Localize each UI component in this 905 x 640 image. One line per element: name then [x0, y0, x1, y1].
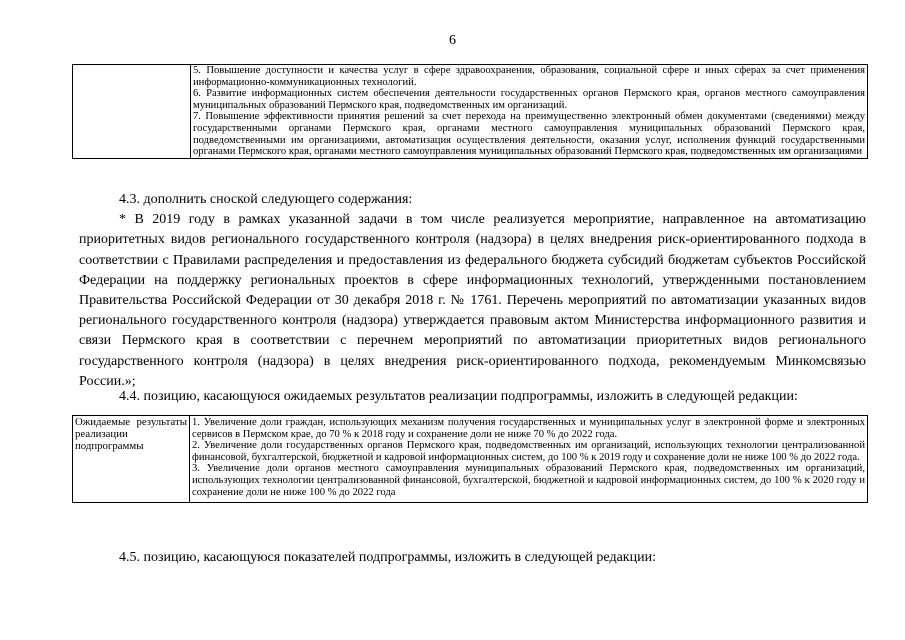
table-cell-content	[191, 65, 868, 159]
section-heading: 4.3. дополнить сноской следующего содержания:	[119, 192, 413, 207]
table-cell-label: Ожидаемые результаты реализации подпрограммы	[73, 416, 190, 503]
table-row	[73, 65, 868, 159]
list-item: 7. Повышение эффективности принятия решений за счет перехода на преимущественно электронный обмен документами (сведениями) между государственными органами Пермского края, органами местного самоуправления муниципальных образований Пермского края, подведомственными им организациями, автоматизация осуществления деятельности, оказания услуг, исполнения функций государственными органами Пермского края, органами местного самоуправления муниципальных образований Пермского края, подведомственных им организациями	[193, 111, 865, 158]
table-cell-label	[73, 65, 191, 159]
page-number: 6	[449, 33, 456, 48]
table-row	[73, 416, 868, 503]
section-4-3	[79, 190, 866, 392]
section-4-4	[79, 387, 866, 407]
list-item: 3. Увеличение доли органов местного самоуправления муниципальных образований Пермского края, подведомственных им организаций, использующих технологии централизованной финансовой, бухгалтерской, бюджетной и кадровой информационных систем, до 100 % к 2020 году и сохранение доли не ниже 100 % до 2022 года	[192, 463, 865, 498]
list-item: 5. Повышение доступности и качества услуг в сфере здравоохранения, образования, социальной сфере и иных сферах за счет применения информационно-коммуникационных технологий.	[193, 65, 865, 88]
expected-results-table	[72, 415, 868, 503]
list-item: 6. Развитие информационных систем обеспечения деятельности государственных органов Пермского края, органов местного самоуправления муниципальных образований Пермского края, подведомственных им организаций.	[193, 88, 865, 111]
section-heading: 4.5. позицию, касающуюся показателей подпрограммы, изложить в следующей редакции:	[119, 550, 656, 565]
section-4-5	[79, 548, 866, 568]
list-item: 2. Увеличение доли государственных органов Пермского края, подведомственных им организаций, использующих технологии централизованной финансовой, бухгалтерской, бюджетной и кадровой информационных систем, до 100 % к 2019 году и сохранение доли не ниже 100 % до 2022 года.	[192, 440, 865, 463]
list-item: 1. Увеличение доли граждан, использующих механизм получения государственных и муниципальных услуг в электронной форме и электронных сервисов в Пермском крае, до 70 % к 2018 году и сохранение доли не ниже 70 % до 2022 года.	[192, 417, 865, 440]
table-cell-content	[190, 416, 868, 503]
section-heading: 4.4. позицию, касающуюся ожидаемых результатов реализации подпрограммы, изложить в следующей редакции:	[119, 389, 798, 404]
footnote-text: * В 2019 году в рамках указанной задачи в том числе реализуется мероприятие, направленное на автоматизацию приоритетных видов регионального государственного контроля (надзора) в целях внедрения риск-ориентированного подхода в соответствии с Правилами распределения и предоставления из федерального бюджета субсидий бюджетам субъектов Российской Федерации на поддержку региональных проектов в сфере информационных технологий, утвержденными постановлением Правительства Российской Федерации от 30 декабря 2018 г. № 1761. Перечень мероприятий по автоматизации указанных видов регионального государственного контроля (надзора) утверждается правовым актом Министерства информационного развития и связи Пермского края в соответствии с перечнем мероприятий по автоматизации приоритетных видов регионального государственного контроля (надзора) в целях внедрения риск-ориентированного подхода, рекомендуемым Минкомсвязью России.»;	[79, 212, 866, 389]
goals-table	[72, 64, 868, 159]
